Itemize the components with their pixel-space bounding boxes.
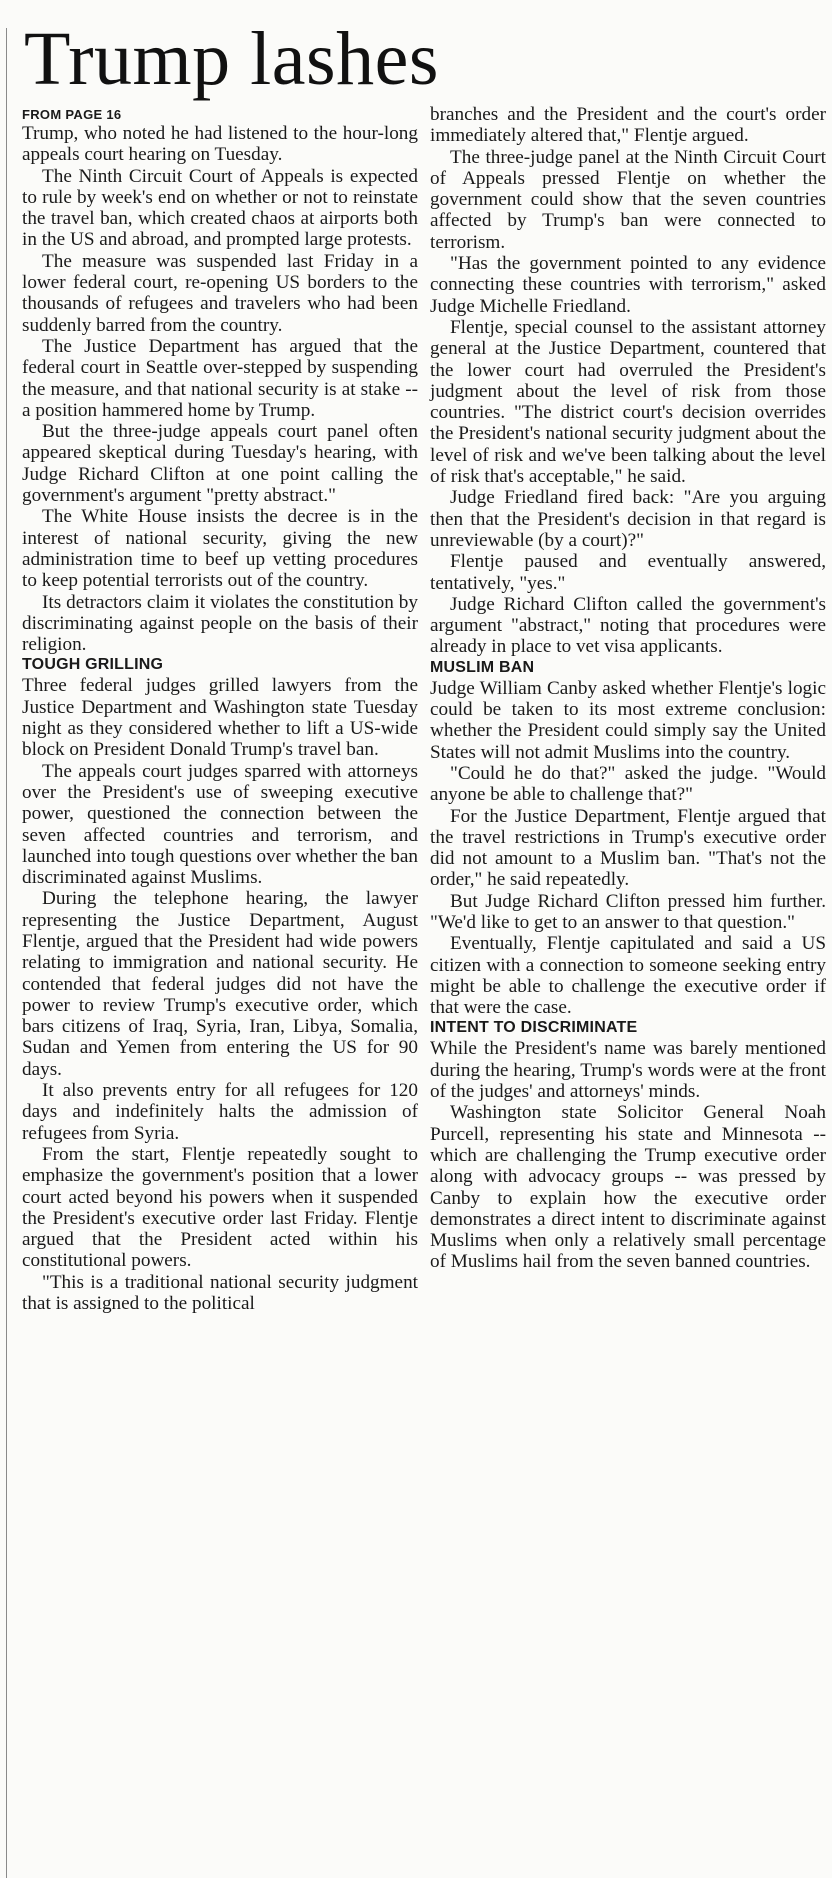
article-paragraph: The Justice Department has argued that the federal court in Seattle over-stepped by suspending the measure, and that national security is at stake -- a position hammered home by Trump. [22, 335, 418, 421]
right-column [430, 104, 826, 1273]
article-paragraph: But Judge Richard Clifton pressed him further. "We'd like to get to an answer to that question." [430, 890, 826, 933]
column-rule [6, 28, 7, 1878]
section-lead-paragraph: While the President's name was barely mentioned during the hearing, Trump's words were at the front of the judges' and attorneys' minds. [430, 1038, 826, 1103]
subhead-intent-to-discriminate: INTENT TO DISCRIMINATE [430, 1019, 638, 1037]
article-paragraph: Judge Richard Clifton called the government's argument "abstract," noting that procedures were already in place to vet visa applicants. [430, 593, 826, 658]
article-paragraph: "Could he do that?" asked the judge. "Would anyone be able to challenge that?" [430, 762, 826, 806]
section-lead-paragraph: Three federal judges grilled lawyers from the Justice Department and Washington state Tuesday night as they considered whether to lift a US-wide block on President Donald Trump's travel ban. [22, 675, 418, 761]
article-paragraph: The Ninth Circuit Court of Appeals is expected to rule by week's end on whether or not to reinstate the travel ban, which created chaos at airports both in the US and abroad, and prompted large protests. [22, 165, 418, 251]
article-paragraph: Eventually, Flentje capitulated and said a US citizen with a connection to someone seeking entry might be able to challenge the executive order if that were the case. [430, 933, 826, 1019]
article-paragraph: For the Justice Department, Flentje argued that the travel restrictions in Trump's executive order did not amount to a Muslim ban. "That's not the order," he said repeatedly. [430, 805, 826, 891]
article-paragraph: The three-judge panel at the Ninth Circuit Court of Appeals pressed Flentje on whether the government could show that the seven countries affected by Trump's ban were connected to terrorism. [430, 146, 826, 253]
article-paragraph: The measure was suspended last Friday in a lower federal court, re-opening US borders to the thousands of refugees and travelers who had been suddenly barred from the country. [22, 250, 418, 336]
lead-paragraph: Trump, who noted he had listened to the hour-long appeals court hearing on Tuesday. [22, 123, 418, 166]
article-paragraph: Washington state Solicitor General Noah Purcell, representing his state and Minnesota -- which are challenging the Trump executive order along with advocacy groups -- was pressed by Canby to explain how the executive order demonstrates a direct intent to discriminate against Muslims when only a relatively small percentage of Muslims hail from the seven banned countries. [430, 1102, 826, 1273]
headline: Trump lashes [24, 17, 439, 101]
continuation-paragraph: branches and the President and the court's order immediately altered that," Flentje argued. [430, 104, 826, 147]
article-paragraph: The appeals court judges sparred with attorneys over the President's use of sweeping executive power, questioned the connection between the seven affected countries and terrorism, and launched into tough questions over whether the ban discriminated against Muslims. [22, 760, 418, 889]
article-paragraph: During the telephone hearing, the lawyer representing the Justice Department, August Flentje, argued that the President had wide powers relating to immigration and national security. He contended that federal judges did not have the power to review Trump's executive order, which bars citizens of Iraq, Syria, Iran, Libya, Somalia, Sudan and Yemen from entering the US for 90 days. [22, 888, 418, 1080]
jump-label: FROM PAGE 16 [22, 107, 122, 122]
article-paragraph: Flentje, special counsel to the assistant attorney general at the Justice Department, countered that the lower court had overruled the President's judgment about the level of risk from those countries. "The district court's decision overrides the President's national security judgment about the level of risk and we've been talking about the level of risk that's acceptable," he said. [430, 316, 826, 488]
article-paragraph: Flentje paused and eventually answered, tentatively, "yes." [430, 551, 826, 594]
article-paragraph: But the three-judge appeals court panel often appeared skeptical during Tuesday's hearing, with Judge Richard Clifton at one point calling the government's argument "pretty abstract." [22, 421, 418, 507]
article-paragraph: The White House insists the decree is in the interest of national security, giving the new administration time to beef up vetting procedures to keep potential terrorists out of the country. [22, 506, 418, 592]
subhead-muslim-ban: MUSLIM BAN [430, 658, 535, 676]
article-paragraph: It also prevents entry for all refugees for 120 days and indefinitely halts the admission of refugees from Syria. [22, 1080, 418, 1144]
subhead-tough-grilling: TOUGH GRILLING [22, 656, 164, 674]
left-column [22, 106, 418, 1314]
article-paragraph: "Has the government pointed to any evidence connecting these countries with terrorism," asked Judge Michelle Friedland. [430, 253, 826, 317]
article-paragraph: Judge Friedland fired back: "Are you arguing then that the President's decision in that regard is unreviewable (by a court)?" [430, 487, 826, 551]
article-paragraph: "This is a traditional national security judgment that is assigned to the political [22, 1271, 418, 1315]
article-paragraph: From the start, Flentje repeatedly sought to emphasize the government's position that a lower court acted beyond his powers when it suspended the President's executive order last Friday. Flentje argued that the President acted within his constitutional powers. [22, 1143, 418, 1272]
article-paragraph: Its detractors claim it violates the constitution by discriminating against people on the basis of their religion. [22, 591, 418, 656]
section-lead-paragraph: Judge William Canby asked whether Flentje's logic could be taken to its most extreme conclusion: whether the President could simply say the United States will not admit Muslims into the country. [430, 677, 826, 763]
